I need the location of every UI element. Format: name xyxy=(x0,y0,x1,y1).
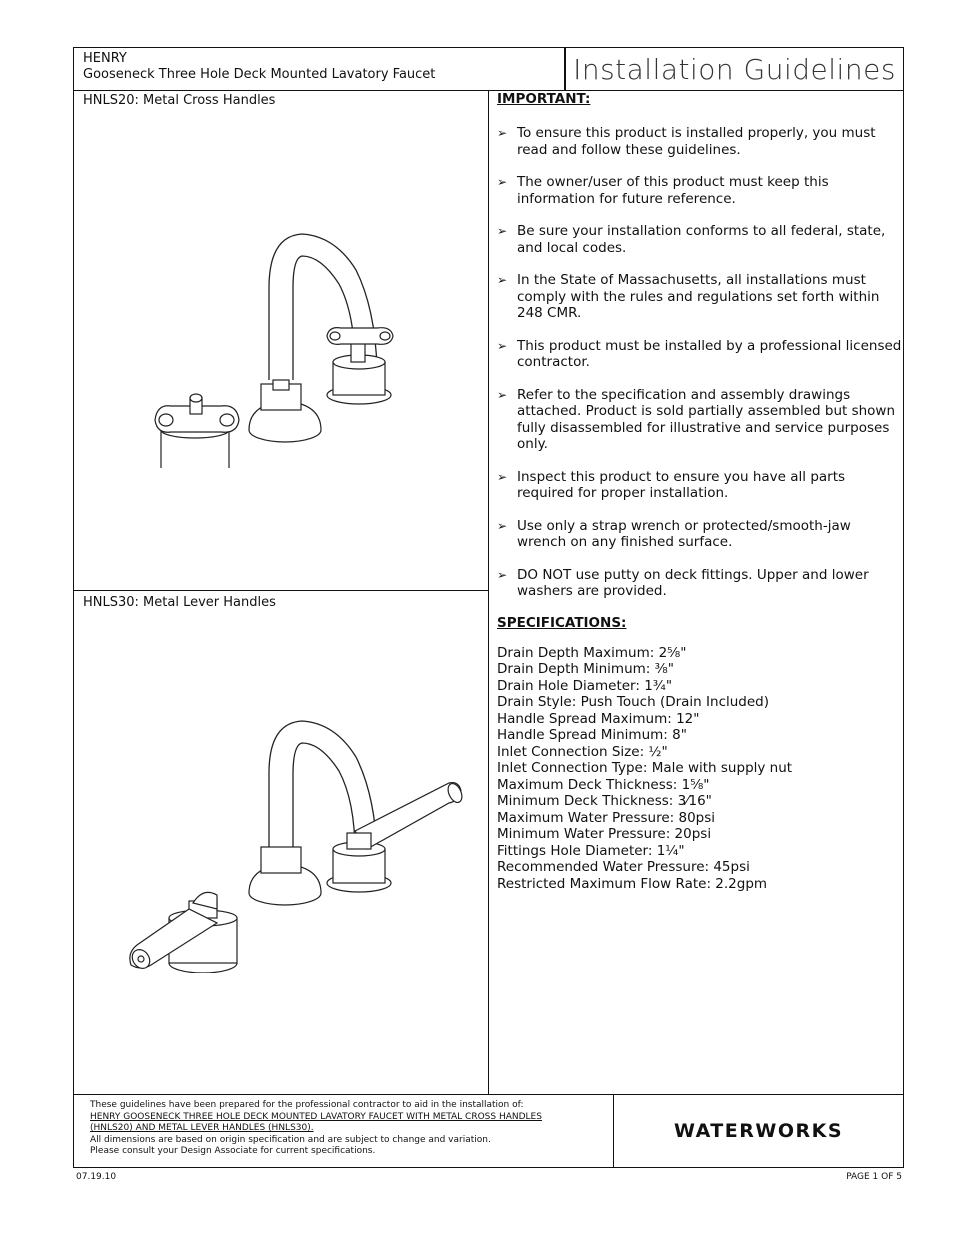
arrow-bullet-icon: ➢ xyxy=(497,338,508,353)
guidelines-column xyxy=(497,91,902,892)
spout-nut xyxy=(261,847,301,873)
list-item: ➢ Be sure your installation conforms to all federal, state, and local codes. xyxy=(497,223,886,256)
arrow-bullet-icon: ➢ xyxy=(497,273,508,287)
important-heading: IMPORTANT: xyxy=(497,91,591,107)
list-item: ➢ DO NOT use putty on deck fittings. Upper and lower washers are provided. xyxy=(497,566,869,599)
spec-item: Minimum Deck Thickness: 3⁄16" xyxy=(497,793,712,809)
lever-handle-faucet-drawing xyxy=(119,713,479,973)
product-name: Gooseneck Three Hole Deck Mounted Lavatory Faucet xyxy=(83,67,436,82)
spec-item: Inlet Connection Type: Male with supply nut xyxy=(497,760,793,776)
page-title: Installation Guidelines xyxy=(573,52,896,86)
footer-disclaimer xyxy=(74,1094,614,1168)
cross-handle-faucet-drawing xyxy=(149,208,419,468)
spec-item: Handle Spread Maximum: 12" xyxy=(497,710,700,727)
document-date: 07.19.10 xyxy=(76,1172,117,1182)
arrow-bullet-icon: ➢ xyxy=(497,126,508,140)
spec-item: Recommended Water Pressure: 45psi xyxy=(497,859,750,875)
panel-title-lever-handles: HNLS30: Metal Lever Handles xyxy=(83,595,276,610)
arrow-bullet-icon: ➢ xyxy=(497,224,508,238)
document-frame xyxy=(73,47,904,1168)
footer-product-line: HENRY GOOSENECK THREE HOLE DECK MOUNTED LAVATORY FAUCET WITH METAL CROSS HANDLES xyxy=(90,1111,542,1122)
spec-item: Restricted Maximum Flow Rate: 2.2gpm xyxy=(497,875,768,892)
spec-item: Fittings Hole Diameter: 1¼" xyxy=(497,842,685,859)
spec-item: Handle Spread Minimum: 8" xyxy=(497,727,687,743)
arrow-bullet-icon: ➢ xyxy=(497,518,508,533)
arrow-bullet-icon: ➢ xyxy=(497,567,508,582)
list-item: ➢ In the State of Massachusetts, all installations must comply with the rules and regulations set forth within 248 CMR. xyxy=(497,272,880,321)
list-item: ➢ To ensure this product is installed properly, you must read and follow these guidelines. xyxy=(497,125,876,158)
footer-product-line: (HNLS20) AND METAL LEVER HANDLES (HNLS30). xyxy=(90,1123,314,1133)
spec-item: Drain Depth Maximum: 2⅝" xyxy=(497,644,687,661)
specifications-heading: SPECIFICATIONS: xyxy=(497,614,627,631)
header-title-block xyxy=(566,48,903,90)
header-product-block xyxy=(74,48,566,90)
spec-item: Inlet Connection Size: ½" xyxy=(497,743,668,760)
list-item: ➢ Refer to the specification and assembly drawings attached. Product is sold partially assembled but shown fully disassembled for illustrative and service purposes only. xyxy=(497,386,896,452)
important-list xyxy=(497,125,902,600)
footer-line: Please consult your Design Associate for current specifications. xyxy=(90,1146,376,1156)
spec-item: Drain Style: Push Touch (Drain Included) xyxy=(497,694,770,710)
spec-item: Maximum Deck Thickness: 1⅝" xyxy=(497,776,710,793)
panel-divider xyxy=(74,590,488,591)
page-number: PAGE 1 OF 5 xyxy=(846,1172,902,1182)
footer-line: All dimensions are based on origin specification and are subject to change and variation. xyxy=(90,1134,491,1145)
list-item: ➢ The owner/user of this product must keep this information for future reference. xyxy=(497,174,829,207)
panel-title-cross-handles: HNLS20: Metal Cross Handles xyxy=(83,93,276,108)
arrow-bullet-icon: ➢ xyxy=(497,175,508,189)
waterworks-logo: WATERWORKS xyxy=(673,1120,844,1142)
arrow-bullet-icon: ➢ xyxy=(497,387,508,402)
spec-item: Drain Depth Minimum: ⅜" xyxy=(497,661,674,677)
spec-item: Drain Hole Diameter: 1¾" xyxy=(497,677,673,694)
arrow-bullet-icon: ➢ xyxy=(497,469,508,484)
footer-line: These guidelines have been prepared for the professional contractor to aid in the installation of: xyxy=(90,1100,524,1110)
list-item: ➢ This product must be installed by a professional licensed contractor. xyxy=(497,337,902,370)
spec-item: Maximum Water Pressure: 80psi xyxy=(497,809,716,826)
brand-name: HENRY xyxy=(83,51,127,66)
footer-logo-block xyxy=(614,1094,903,1168)
list-item: ➢ Use only a strap wrench or protected/smooth-jaw wrench on any finished surface. xyxy=(497,517,851,550)
specifications-list xyxy=(497,645,902,893)
list-item: ➢ Inspect this product to ensure you have all parts required for proper installation. xyxy=(497,468,846,501)
column-divider xyxy=(488,90,489,1094)
spec-item: Minimum Water Pressure: 20psi xyxy=(497,826,712,842)
